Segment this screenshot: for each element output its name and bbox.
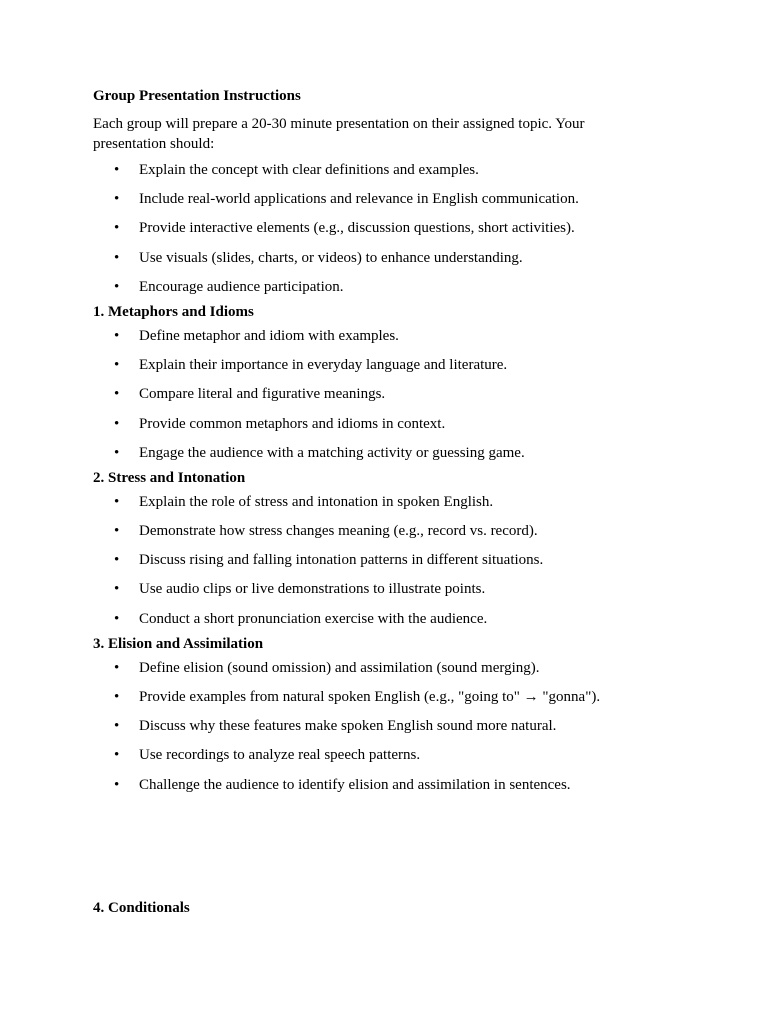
list-item-text: Encourage audience participation. bbox=[139, 278, 344, 295]
bullet-icon: • bbox=[114, 444, 120, 461]
list-item bbox=[93, 575, 693, 604]
list-item-text: Provide interactive elements (e.g., discussion questions, short activities). bbox=[139, 220, 575, 237]
list-item bbox=[93, 517, 693, 546]
bullet-icon: • bbox=[114, 415, 120, 432]
list-item bbox=[93, 605, 693, 634]
list-item bbox=[93, 273, 693, 302]
list-item-text: Define metaphor and idiom with examples. bbox=[139, 327, 399, 344]
bullet-icon: • bbox=[114, 191, 120, 208]
bullet-icon: • bbox=[114, 249, 120, 266]
list-item bbox=[93, 380, 693, 409]
bullet-icon: • bbox=[114, 523, 120, 540]
list-item-text: Explain the concept with clear definitions and examples. bbox=[139, 162, 479, 178]
list-item-text: Discuss rising and falling intonation patterns in different situations. bbox=[139, 552, 544, 569]
list-item-text: Provide common metaphors and idioms in context. bbox=[139, 415, 446, 432]
section-bullet-list-metaphors-idioms bbox=[93, 322, 693, 468]
list-item-text: Demonstrate how stress changes meaning (e.g., record vs. record). bbox=[139, 523, 538, 540]
bullet-icon: • bbox=[114, 327, 120, 344]
list-item-text: Engage the audience with a matching activity or guessing game. bbox=[139, 444, 525, 461]
bullet-icon: • bbox=[114, 659, 120, 676]
document-title: Group Presentation Instructions bbox=[93, 88, 301, 104]
list-item bbox=[93, 439, 693, 468]
list-item bbox=[93, 712, 693, 741]
list-item-text: Explain their importance in everyday language and literature. bbox=[139, 357, 508, 374]
list-item bbox=[93, 351, 693, 380]
list-item bbox=[93, 771, 693, 800]
section-heading-elision-assimilation: 3. Elision and Assimilation bbox=[93, 635, 264, 652]
list-item-text: Provide examples from natural spoken English (e.g., "going to" → "gonna"). bbox=[139, 689, 601, 705]
bullet-icon: • bbox=[114, 552, 120, 569]
section-heading-conditionals: 4. Conditionals bbox=[93, 899, 190, 916]
list-item bbox=[93, 185, 693, 214]
section-heading-metaphors-idioms: 1. Metaphors and Idioms bbox=[93, 303, 254, 320]
list-item bbox=[93, 654, 693, 683]
bullet-icon: • bbox=[114, 357, 120, 374]
list-item bbox=[93, 322, 693, 351]
bullet-icon: • bbox=[114, 718, 120, 735]
section-bullet-list-elision-assimilation bbox=[93, 654, 693, 800]
list-item bbox=[93, 546, 693, 575]
list-item-text: Compare literal and figurative meanings. bbox=[139, 386, 386, 403]
list-item-text: Discuss why these features make spoken English sound more natural. bbox=[139, 718, 557, 735]
bullet-icon: • bbox=[114, 689, 120, 705]
list-item-text: Explain the role of stress and intonation in spoken English. bbox=[139, 493, 494, 510]
bullet-icon: • bbox=[114, 581, 120, 598]
list-item-text: Use audio clips or live demonstrations to illustrate points. bbox=[139, 581, 486, 598]
list-item bbox=[93, 683, 693, 712]
bullet-icon: • bbox=[114, 747, 120, 764]
intro-bullet-list bbox=[93, 156, 693, 302]
bullet-icon: • bbox=[114, 220, 120, 237]
intro-paragraph: Each group will prepare a 20-30 minute presentation on their assigned topic. Your presentation should: bbox=[93, 116, 585, 152]
bullet-icon: • bbox=[114, 162, 120, 178]
list-item-text: Challenge the audience to identify elision and assimilation in sentences. bbox=[139, 776, 571, 793]
document-page bbox=[93, 86, 693, 918]
section-heading-stress-intonation: 2. Stress and Intonation bbox=[93, 469, 246, 486]
list-item bbox=[93, 214, 693, 243]
list-item bbox=[93, 410, 693, 439]
list-item bbox=[93, 244, 693, 273]
list-item-text: Include real-world applications and relevance in English communication. bbox=[139, 191, 579, 208]
list-item-text: Use visuals (slides, charts, or videos) to enhance understanding. bbox=[139, 249, 523, 266]
bullet-icon: • bbox=[114, 776, 120, 793]
bullet-icon: • bbox=[114, 493, 120, 510]
bullet-icon: • bbox=[114, 610, 120, 627]
list-item bbox=[93, 741, 693, 770]
bullet-icon: • bbox=[114, 278, 120, 295]
list-item bbox=[93, 488, 693, 517]
list-item-text: Conduct a short pronunciation exercise with the audience. bbox=[139, 610, 488, 627]
list-item-text: Define elision (sound omission) and assimilation (sound merging). bbox=[139, 659, 540, 676]
list-item bbox=[93, 156, 693, 185]
list-item-text: Use recordings to analyze real speech patterns. bbox=[139, 747, 421, 764]
bullet-icon: • bbox=[114, 386, 120, 403]
section-bullet-list-stress-intonation bbox=[93, 488, 693, 634]
